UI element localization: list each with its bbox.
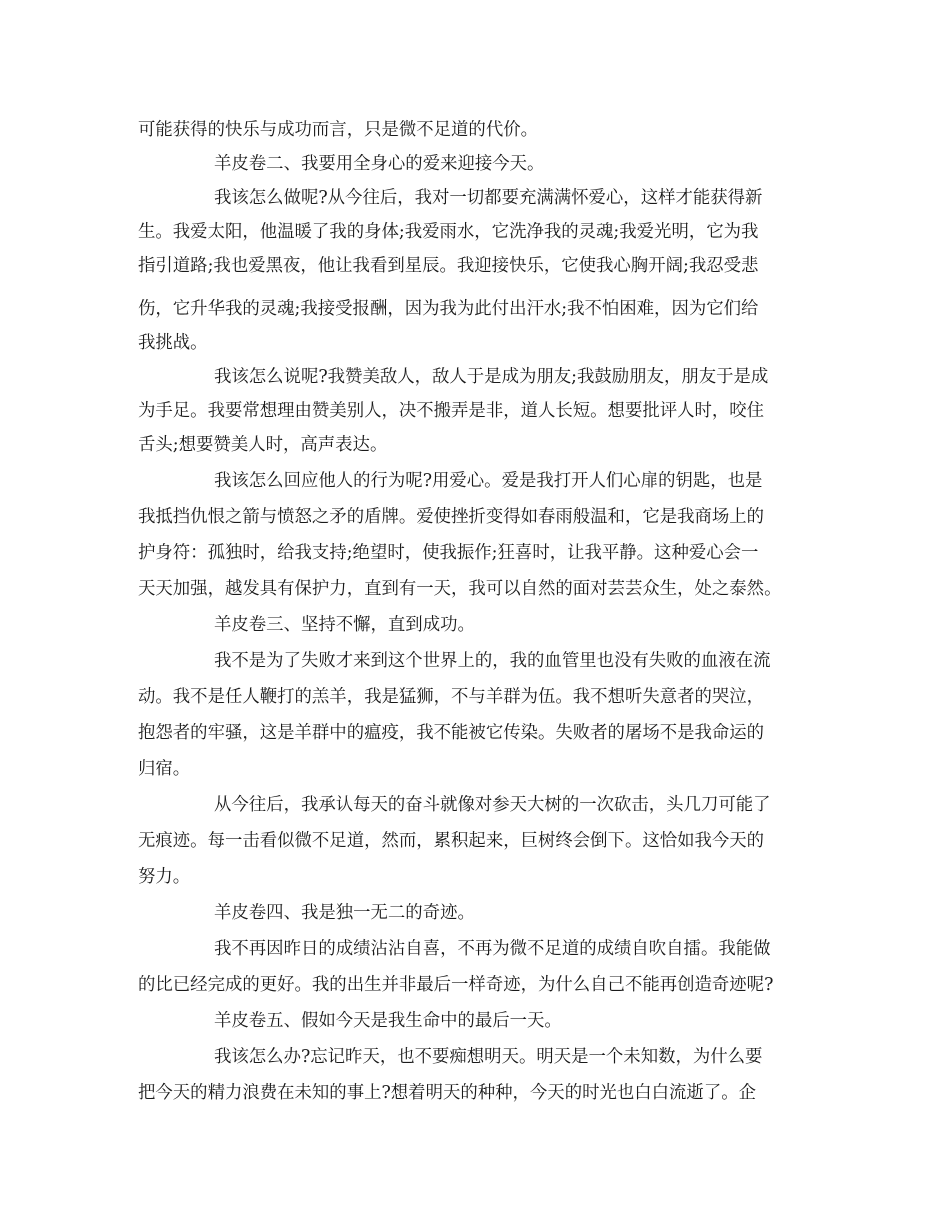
text-line: 抱怨者的牢骚，这是羊群中的瘟疫，我不能被它传染。失败者的屠场不是我命运的 xyxy=(138,723,765,743)
text-line: 的比已经完成的更好。我的出生并非最后一样奇迹，为什么自己不能再创造奇迹呢? xyxy=(138,975,774,995)
text-line: 护身符：孤独时，给我支持;绝望时，使我振作;狂喜时，让我平静。这种爱心会一 xyxy=(138,543,759,563)
text-line: 可能获得的快乐与成功而言，只是微不足道的代价。 xyxy=(138,120,538,140)
text-line: 我挑战。 xyxy=(138,333,208,353)
text-line: 为手足。我要常想理由赞美别人，决不搬弄是非，道人长短。想要批评人时，咬住 xyxy=(138,401,765,421)
text-line: 我该怎么说呢?我赞美敌人，敌人于是成为朋友;我鼓励朋友，朋友于是成 xyxy=(214,367,769,387)
text-line: 把今天的精力浪费在未知的事上?想着明天的种种，今天的时光也白白流逝了。企 xyxy=(138,1083,756,1103)
section-heading: 羊皮卷五、假如今天是我生命中的最后一天。 xyxy=(214,1011,562,1031)
section-heading: 羊皮卷三、坚持不懈，直到成功。 xyxy=(214,615,475,635)
text-line: 天天加强，越发具有保护力，直到有一天，我可以自然的面对芸芸众生，处之泰然。 xyxy=(138,579,782,599)
text-line: 归宿。 xyxy=(138,759,191,779)
text-line: 舌头;想要赞美人时，高声表达。 xyxy=(138,435,388,455)
text-line: 动。我不是任人鞭打的羔羊，我是猛狮，不与羊群为伍。我不想听失意者的哭泣， xyxy=(138,687,765,707)
text-line: 我抵挡仇恨之箭与愤怒之矛的盾牌。爱使挫折变得如春雨般温和，它是我商场上的 xyxy=(138,507,765,527)
section-heading: 羊皮卷二、我要用全身心的爱来迎接今天。 xyxy=(214,154,545,174)
section-heading: 羊皮卷四、我是独一无二的奇迹。 xyxy=(214,903,475,923)
text-line: 无痕迹。每一击看似微不足道，然而，累积起来，巨树终会倒下。这恰如我今天的 xyxy=(138,831,765,851)
text-line: 我该怎么回应他人的行为呢?用爱心。爱是我打开人们心扉的钥匙，也是 xyxy=(214,471,763,491)
text-line: 我该怎么做呢?从今往后，我对一切都要充满满怀爱心，这样才能获得新 xyxy=(214,188,763,208)
text-line: 我不再因昨日的成绩沾沾自喜，不再为微不足道的成绩自吹自擂。我能做 xyxy=(214,939,771,959)
text-line: 我不是为了失败才来到这个世界上的，我的血管里也没有失败的血液在流 xyxy=(214,651,771,671)
text-line: 指引道路;我也爱黑夜，他让我看到星辰。我迎接快乐，它使我心胸开阔;我忍受悲 xyxy=(138,256,759,276)
text-line: 从今往后，我承认每天的奋斗就像对参天大树的一次砍击，头几刀可能了 xyxy=(214,795,771,815)
text-line: 努力。 xyxy=(138,867,191,887)
text-line: 伤，它升华我的灵魂;我接受报酬，因为我为此付出汗水;我不怕困难，因为它们给 xyxy=(138,299,759,319)
text-line: 我该怎么办?忘记昨天，也不要痴想明天。明天是一个未知数，为什么要 xyxy=(214,1047,763,1067)
text-line: 生。我爱太阳，他温暖了我的身体;我爱雨水，它洗净我的灵魂;我爱光明，它为我 xyxy=(138,222,759,242)
